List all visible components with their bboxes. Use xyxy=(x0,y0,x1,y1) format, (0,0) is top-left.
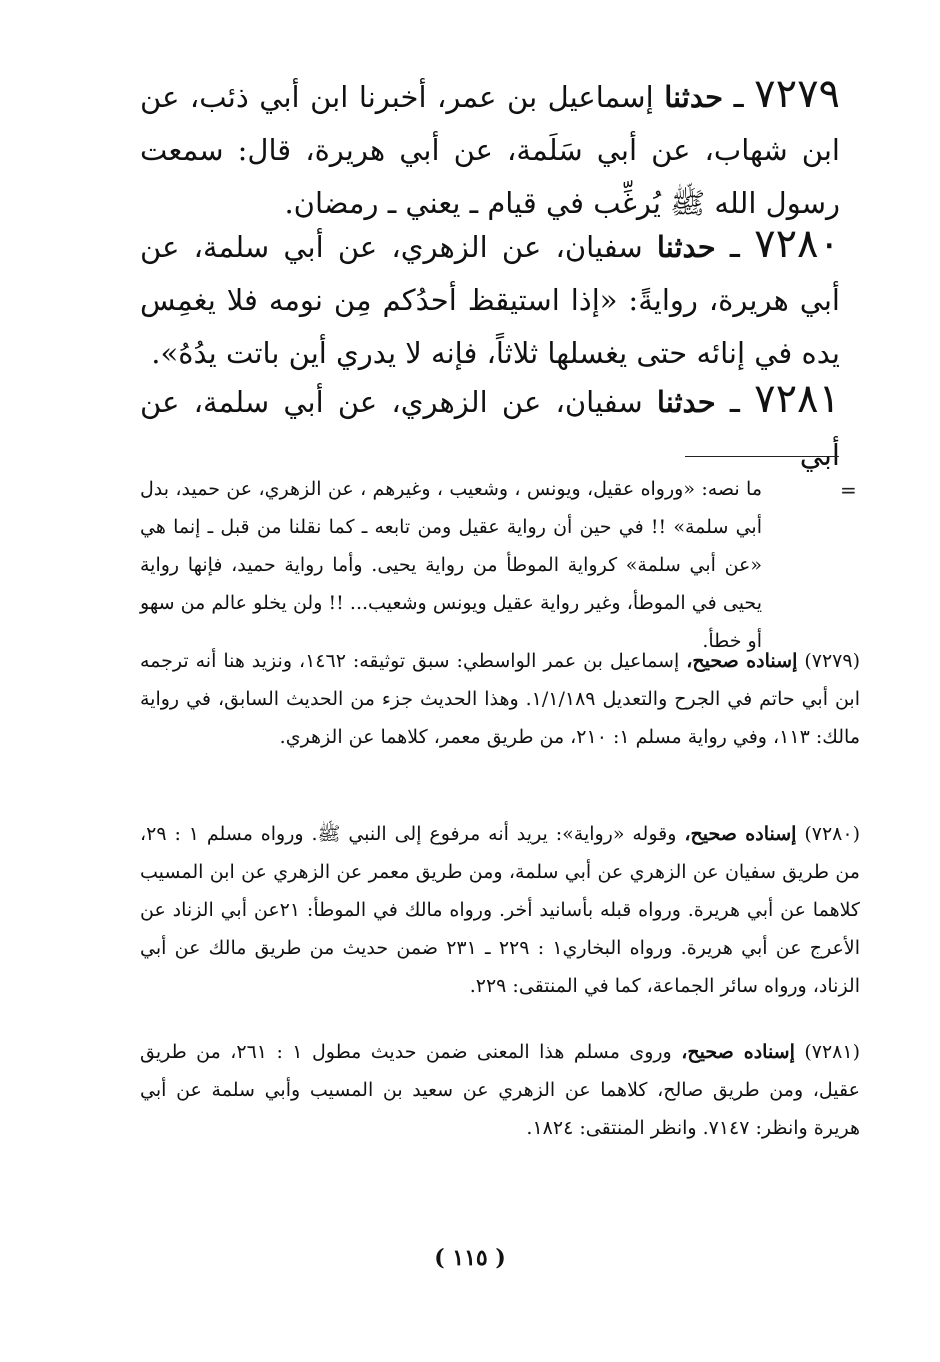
hadith-7279 xyxy=(140,68,840,230)
footnote-divider xyxy=(685,456,839,457)
footnote-ref: (٧٢٨١) xyxy=(804,1041,861,1063)
footnote-ref: (٧٢٧٩) xyxy=(804,650,860,672)
hadith-lead: حدثنا xyxy=(664,80,724,114)
footnote-continuation: ما نصه: «ورواه عقيل، ويونس ، وشعيب ، وغيرهم ، عن الزهري، عن حميد، بدل أبي سلمة» !! في حين أن رواية عقيل ومن تابعه ـ كما نقلنا من قبل ـ إنما هي «عن أبي سلمة» كرواية الموطأ من رواية يحيى. وأما رواية حميد، فإنها رواية يحيى في الموطأ، وغير رواية عقيل ويونس وشعيب... !! ولن يخلو عالم من سهو أو خطأ. xyxy=(140,478,762,652)
footnote-7280 xyxy=(140,815,860,1005)
hadith-lead: حدثنا xyxy=(656,385,716,419)
footnote-ref: (٧٢٨٠) xyxy=(804,823,861,845)
hadith-text: إسماعيل بن عمر، أخبرنا ابن أبي ذئب، عن ابن شهاب، عن أبي سَلَمة، عن أبي هريرة، قال: سمعت رسول الله ﷺ يُرغِّب في قيام ـ يعني ـ رمضان. xyxy=(140,80,840,220)
hadith-lead: حدثنا xyxy=(656,230,716,264)
hadith-7281 xyxy=(140,373,840,482)
hadith-number: ٧٢٨١ xyxy=(754,376,841,422)
hadith-number: ٧٢٨٠ xyxy=(754,221,841,267)
hadith-text: سفيان، عن الزهري، عن أبي سلمة، عن أبي xyxy=(140,385,840,472)
hadith-7280 xyxy=(140,218,840,380)
page-number: ( ١١٥ ) xyxy=(434,1245,506,1271)
footnote-verdict: إسناده صحيح، xyxy=(686,650,798,672)
hadith-dash: ـ xyxy=(733,76,744,116)
hadith-dash: ـ xyxy=(729,226,740,266)
footnote-text: وروى مسلم هذا المعنى ضمن حديث مطول ١ : ٢٦١، من طريق عقيل، ومن طريق صالح، كلاهما عن الزهري عن سعيد بن المسيب وأبي سلمة عن أبي هريرة وانظر: ٧١٤٧. وانظر المنتقى: ١٨٢٤. xyxy=(140,1041,860,1139)
continuation-mark: = xyxy=(840,478,857,502)
footnote-text: وقوله «رواية»: يريد أنه مرفوع إلى النبي ﷺ. ورواه مسلم ١ : ٢٩، من طريق سفيان عن الزهري عن أبي سلمة، ومن طريق معمر عن الزهري عن ابن المسيب كلاهما عن أبي هريرة. ورواه قبله بأسانيد أخر. ورواه مالك في الموطأ: ٢١عن أبي الزناد عن الأعرج عن أبي هريرة. ورواه البخاري١ : ٢٢٩ ـ ٢٣١ ضمن حديث من طريق مالك عن أبي الزناد، ورواه سائر الجماعة، كما في المنتقى: ٢٢٩. xyxy=(140,823,861,997)
footnote-verdict: إسناده صحيح، xyxy=(681,1041,795,1063)
hadith-text: سفيان، عن الزهري، عن أبي سلمة، عن أبي هريرة، روايةً: «إذا استيقظ أحدُكم مِن نومه فلا يغمِس يده في إنائه حتى يغسلها ثلاثاً، فإنه لا يدري أين باتت يدُهُ». xyxy=(140,230,840,370)
footnote-7281 xyxy=(140,1033,860,1147)
footnote-text: إسماعيل بن عمر الواسطي: سبق توثيقه: ١٤٦٢، ونزيد هنا أنه ترجمه ابن أبي حاتم في الجرح والتعديل ١/١/١٨٩. وهذا الحديث جزء من الحديث السابق، في رواية مالك: ١١٣، وفي رواية مسلم ١: ٢١٠، من طريق معمر، كلاهما عن الزهري. xyxy=(140,650,860,748)
hadith-number: ٧٢٧٩ xyxy=(754,71,841,117)
hadith-dash: ـ xyxy=(729,381,740,421)
footnote-7279 xyxy=(140,642,860,756)
footnote-verdict: إسناده صحيح، xyxy=(684,823,797,845)
